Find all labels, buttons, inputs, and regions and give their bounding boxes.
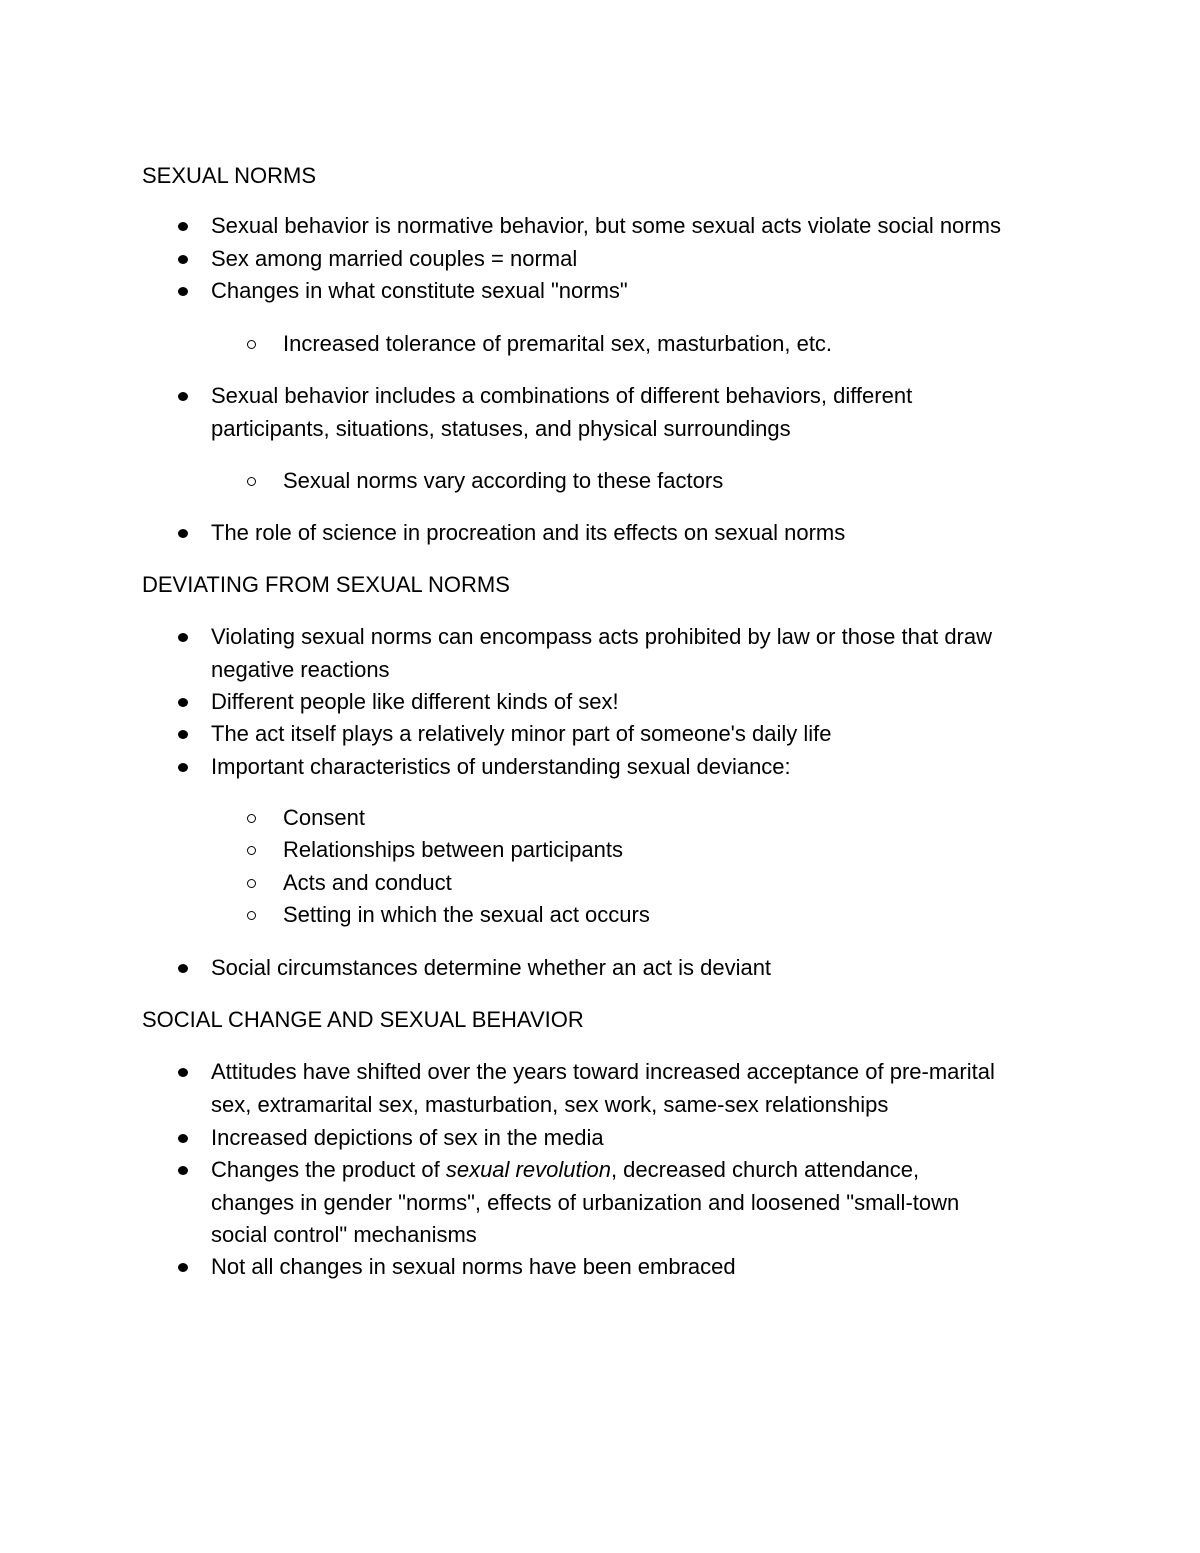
list-item-text: Consent — [283, 805, 365, 830]
list-item-text: Acts and conduct — [283, 870, 452, 895]
section-heading: SOCIAL CHANGE AND SEXUAL BEHAVIOR — [142, 1007, 584, 1032]
list-item-text: Sexual behavior includes a combinations of different behaviors, different — [211, 383, 913, 408]
hollow-bullet-icon — [247, 340, 256, 349]
list-item-text: Different people like different kinds of sex! — [211, 689, 619, 714]
list-item-text: negative reactions — [211, 656, 390, 682]
list-item — [211, 1122, 604, 1155]
hollow-bullet-icon — [247, 911, 256, 920]
list-item — [283, 802, 365, 835]
filled-bullet-icon — [178, 1166, 188, 1175]
list-item — [211, 243, 577, 276]
italic-term: sexual revolution — [445, 1157, 611, 1182]
hollow-bullet-icon — [247, 879, 256, 888]
list-item-text: Attitudes have shifted over the years toward increased acceptance of pre-marital — [211, 1059, 995, 1084]
list-item-text: Important characteristics of understanding sexual deviance: — [211, 754, 791, 779]
list-item — [211, 210, 1001, 243]
list-item-text: Relationships between participants — [283, 837, 623, 862]
filled-bullet-icon — [178, 287, 188, 296]
list-item — [211, 621, 992, 686]
list-item — [283, 328, 832, 361]
list-item — [211, 1056, 995, 1121]
filled-bullet-icon — [178, 392, 188, 401]
filled-bullet-icon — [178, 633, 188, 642]
list-item — [211, 1154, 959, 1252]
list-item-text: participants, situations, statuses, and physical surroundings — [211, 415, 791, 441]
text-segment: Changes the product of — [211, 1157, 446, 1182]
filled-bullet-icon — [178, 698, 188, 707]
list-item-text: The role of science in procreation and its effects on sexual norms — [211, 520, 846, 545]
list-item-text: Setting in which the sexual act occurs — [283, 902, 650, 927]
list-item-text: Sexual behavior is normative behavior, but some sexual acts violate social norms — [211, 213, 1001, 238]
text-segment: , decreased church attendance, — [610, 1157, 920, 1182]
list-item-text: changes in gender "norms", effects of urbanization and loosened "small-town — [211, 1189, 960, 1215]
list-item-text: Not all changes in sexual norms have been embraced — [211, 1254, 736, 1279]
list-item-text: Sex among married couples = normal — [211, 246, 578, 271]
filled-bullet-icon — [178, 1068, 188, 1077]
filled-bullet-icon — [178, 730, 188, 739]
list-item-text: The act itself plays a relatively minor part of someone's daily life — [211, 721, 832, 746]
list-item-text — [211, 1154, 959, 1187]
filled-bullet-icon — [178, 222, 188, 231]
list-item-text: Violating sexual norms can encompass acts prohibited by law or those that draw — [211, 624, 993, 649]
list-item-text: Changes in what constitute sexual "norms" — [211, 278, 628, 303]
list-item — [211, 686, 619, 719]
section-heading: DEVIATING FROM SEXUAL NORMS — [142, 572, 510, 597]
filled-bullet-icon — [178, 763, 188, 772]
list-item — [283, 867, 452, 900]
list-item-text: Sexual norms vary according to these factors — [283, 468, 724, 493]
list-item — [211, 517, 845, 550]
list-item — [283, 899, 650, 932]
list-item-text: Social circumstances determine whether an act is deviant — [211, 955, 772, 980]
list-item — [211, 380, 912, 445]
list-item — [211, 952, 771, 985]
list-item — [211, 275, 628, 308]
hollow-bullet-icon — [247, 477, 256, 486]
hollow-bullet-icon — [247, 846, 256, 855]
list-item-text: Increased tolerance of premarital sex, masturbation, etc. — [283, 331, 833, 356]
filled-bullet-icon — [178, 1263, 188, 1272]
filled-bullet-icon — [178, 1134, 188, 1143]
section-heading: SEXUAL NORMS — [142, 163, 317, 188]
list-item — [283, 834, 623, 867]
list-item-text: social control" mechanisms — [211, 1222, 477, 1247]
list-item — [211, 751, 791, 784]
list-item-text: Increased depictions of sex in the media — [211, 1125, 604, 1150]
hollow-bullet-icon — [247, 814, 256, 823]
filled-bullet-icon — [178, 529, 188, 538]
filled-bullet-icon — [178, 255, 188, 264]
list-item — [283, 465, 723, 498]
list-item-text: sex, extramarital sex, masturbation, sex work, same-sex relationships — [211, 1091, 889, 1117]
list-item — [211, 1251, 736, 1284]
filled-bullet-icon — [178, 964, 188, 973]
list-item — [211, 718, 831, 751]
